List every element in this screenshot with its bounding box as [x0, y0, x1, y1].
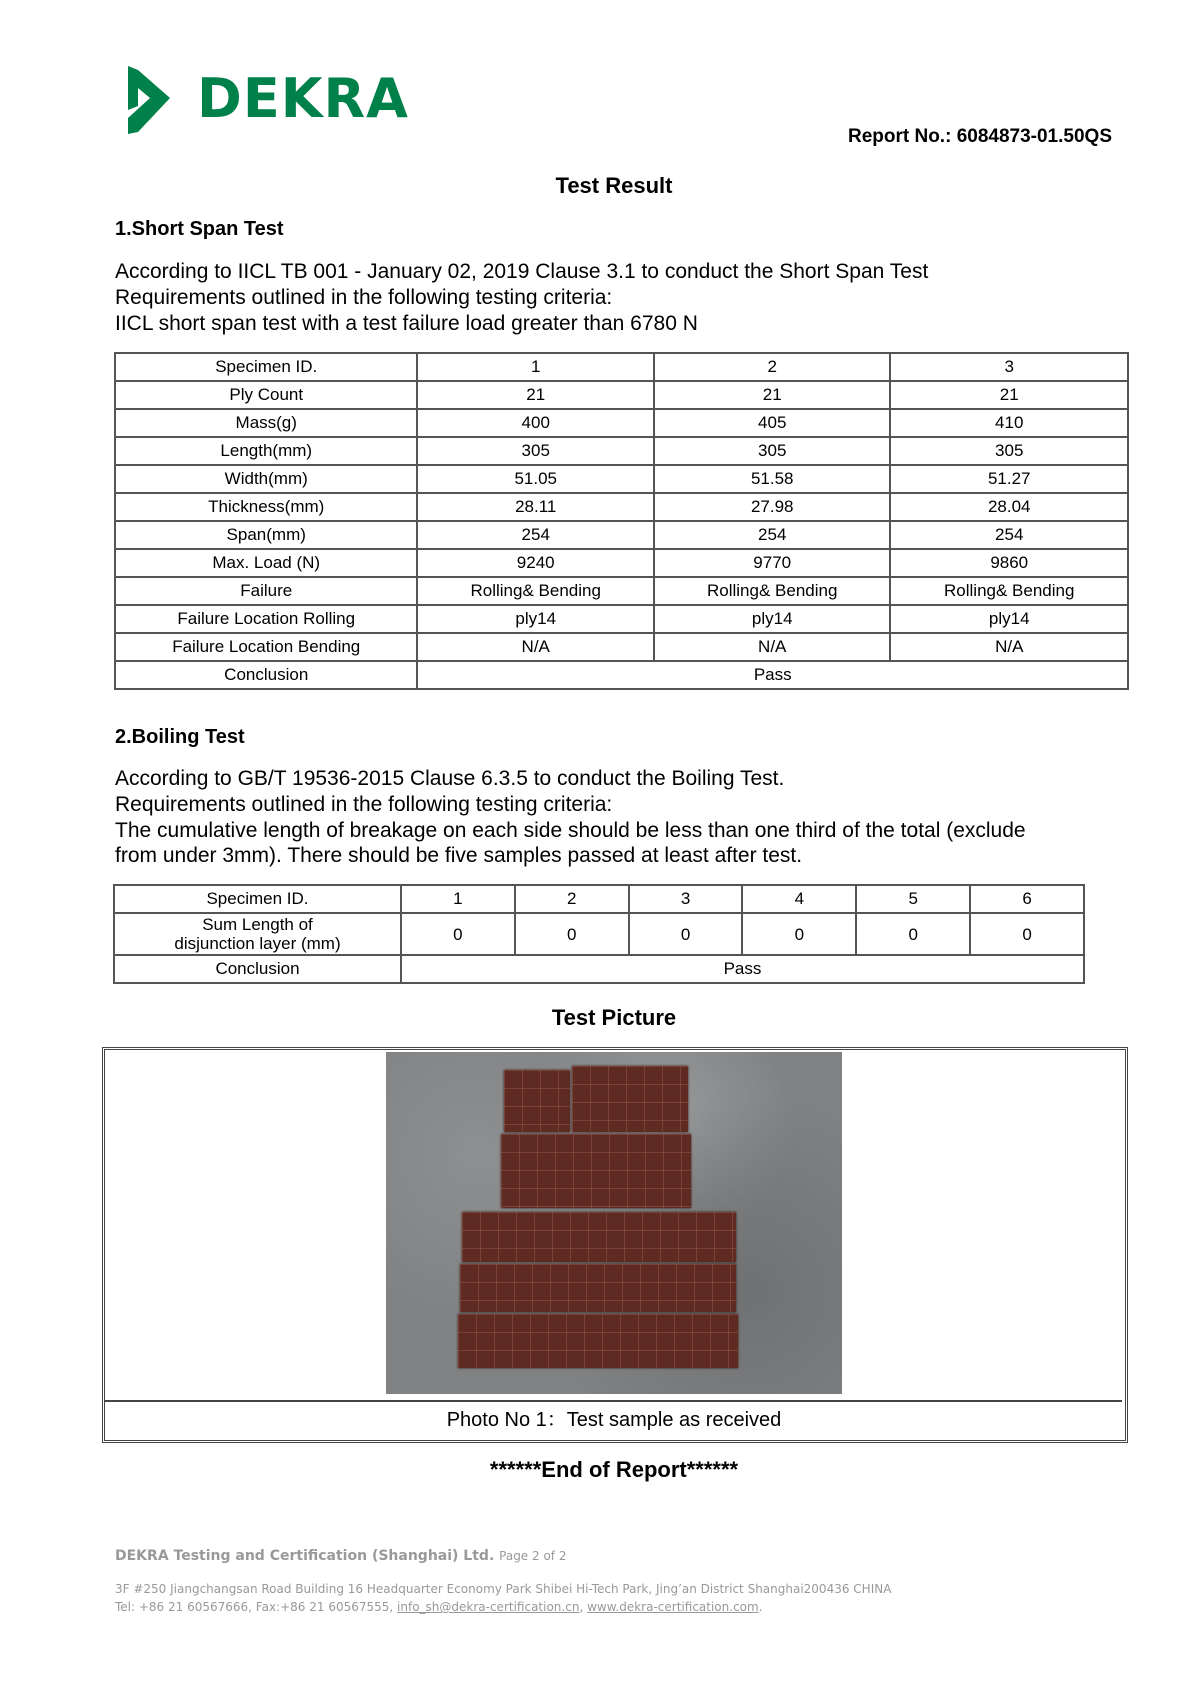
row-label: Failure	[115, 577, 417, 605]
table-cell: 28.11	[417, 493, 654, 521]
table-cell: 0	[742, 913, 856, 955]
table-cell: 9860	[890, 549, 1128, 577]
table-cell: 0	[515, 913, 629, 955]
board-piece	[501, 1134, 691, 1208]
table-cell: Rolling& Bending	[654, 577, 891, 605]
table-cell: 0	[629, 913, 743, 955]
table-cell: 51.27	[890, 465, 1128, 493]
text-line: According to GB/T 19536-2015 Clause 6.3.5 to conduct the Boiling Test.	[115, 767, 785, 790]
table-cell: 51.58	[654, 465, 891, 493]
board-piece	[462, 1212, 736, 1262]
row-label: Failure Location Rolling	[115, 605, 417, 633]
table-cell: ply14	[654, 605, 891, 633]
text-line: The cumulative length of breakage on each side should be less than one third of the total (exclude	[115, 818, 1026, 842]
table-row	[115, 549, 1128, 577]
table-cell: 0	[856, 913, 970, 955]
footer-address	[115, 1580, 891, 1616]
logo-text: DEKRA	[197, 67, 409, 130]
phone-fax: Tel: +86 21 60567666, Fax:+86 21 60567555,	[115, 1600, 398, 1614]
text-line: Requirements outlined in the following testing criteria:	[115, 285, 613, 309]
table-cell: 0	[970, 913, 1084, 955]
table-cell: 305	[417, 437, 654, 465]
label-line: disjunction layer (mm)	[174, 934, 341, 953]
table-row	[114, 885, 1084, 913]
row-label: Failure Location Bending	[115, 633, 417, 661]
sample-photo	[386, 1052, 842, 1394]
table-cell: ply14	[890, 605, 1128, 633]
row-label: Ply Count	[115, 381, 417, 409]
table-cell: Conclusion	[115, 661, 417, 689]
table-cell: 28.04	[890, 493, 1128, 521]
row-label: Max. Load (N)	[115, 549, 417, 577]
table-cell: 5	[856, 885, 970, 913]
table-cell: N/A	[417, 633, 654, 661]
boiling-table	[113, 884, 1085, 984]
table-row	[115, 381, 1128, 409]
page-number: Page 2 of 2	[499, 1549, 567, 1563]
table-cell: Specimen ID.	[114, 885, 401, 913]
board-piece	[460, 1264, 736, 1312]
text-line: from under 3mm). There should be five samples passed at least after test.	[115, 844, 803, 868]
table-cell: 410	[890, 409, 1128, 437]
table-cell: Rolling& Bending	[417, 577, 654, 605]
text-line: According to IICL TB 001 - January 02, 2019 Clause 3.1 to conduct the Short Span Test	[115, 260, 929, 283]
table-row	[114, 913, 1084, 955]
table-row	[115, 521, 1128, 549]
table-cell: 405	[654, 409, 891, 437]
boiling-description	[115, 766, 1190, 869]
table-cell: 305	[654, 437, 891, 465]
row-label: Length(mm)	[115, 437, 417, 465]
short-span-table	[114, 352, 1129, 690]
company-name: DEKRA Testing and Certification (Shanghai) Ltd.	[115, 1548, 495, 1564]
table-cell: 4	[742, 885, 856, 913]
row-label: Width(mm)	[115, 465, 417, 493]
table-cell: 21	[417, 381, 654, 409]
short-span-description	[115, 259, 1115, 336]
text-line: Requirements outlined in the following testing criteria:	[115, 792, 613, 816]
address: 3F #250 Jiangchangsan Road Building 16 Headquarter Economy Park Shibei Hi-Tech Park, Jing’an District Shanghai200436 CHINA	[115, 1582, 892, 1596]
board-piece	[572, 1066, 688, 1132]
text-line: IICL short span test with a test failure load greater than 6780 N	[115, 311, 698, 335]
conclusion-cell: Pass	[417, 661, 1128, 689]
report-number: Report No.: 6084873-01.50QS	[847, 126, 1112, 147]
board-piece	[504, 1070, 570, 1132]
row-label: Mass(g)	[115, 409, 417, 437]
end-of-report: ******End of Report******	[489, 1457, 739, 1482]
row-label: Span(mm)	[115, 521, 417, 549]
table-cell: 9770	[654, 549, 891, 577]
board-piece	[458, 1314, 738, 1368]
table-row	[115, 409, 1128, 437]
website-link[interactable]: www.dekra-certification.com	[587, 1600, 759, 1614]
table-cell: 3	[890, 353, 1128, 381]
table-cell: 2	[515, 885, 629, 913]
boiling-heading: 2.Boiling Test	[115, 726, 245, 748]
table-cell: ply14	[417, 605, 654, 633]
table-cell: 305	[890, 437, 1128, 465]
table-cell: Rolling& Bending	[890, 577, 1128, 605]
separator: ,	[579, 1600, 588, 1614]
table-cell: N/A	[890, 633, 1128, 661]
photo-caption: Photo No 1：Test sample as received	[446, 1409, 782, 1431]
table-cell: 51.05	[417, 465, 654, 493]
table-cell: 2	[654, 353, 891, 381]
row-label: Specimen ID.	[115, 353, 417, 381]
table-cell: 400	[417, 409, 654, 437]
table-cell	[114, 913, 401, 955]
table-cell: 254	[890, 521, 1128, 549]
table-cell: N/A	[654, 633, 891, 661]
label-line: Sum Length of	[202, 915, 313, 934]
table-cell: 0	[401, 913, 515, 955]
table-cell: 21	[654, 381, 891, 409]
table-row	[115, 353, 1128, 381]
footer-company	[115, 1548, 566, 1564]
email-link[interactable]: info_sh@dekra-certification.cn	[397, 1600, 580, 1614]
short-span-heading: 1.Short Span Test	[115, 218, 284, 240]
table-cell: 27.98	[654, 493, 891, 521]
table-row	[115, 465, 1128, 493]
test-picture-heading: Test Picture	[551, 1005, 677, 1030]
table-row	[114, 955, 1084, 983]
table-cell: 9240	[417, 549, 654, 577]
caption-divider	[105, 1400, 1122, 1402]
table-cell: 3	[629, 885, 743, 913]
table-row	[115, 437, 1128, 465]
table-cell: 6	[970, 885, 1084, 913]
table-row	[115, 633, 1128, 661]
table-cell: 1	[401, 885, 515, 913]
table-cell: 254	[654, 521, 891, 549]
table-cell: 21	[890, 381, 1128, 409]
table-cell: Conclusion	[114, 955, 401, 983]
table-row	[115, 605, 1128, 633]
table-row	[115, 577, 1128, 605]
contact-line	[115, 1598, 891, 1616]
table-row	[115, 493, 1128, 521]
table-cell: 254	[417, 521, 654, 549]
conclusion-cell: Pass	[401, 955, 1084, 983]
trailing-dot: .	[758, 1600, 763, 1614]
page-title: Test Result	[555, 173, 673, 198]
table-row	[115, 661, 1128, 689]
row-label: Thickness(mm)	[115, 493, 417, 521]
table-cell: 1	[417, 353, 654, 381]
